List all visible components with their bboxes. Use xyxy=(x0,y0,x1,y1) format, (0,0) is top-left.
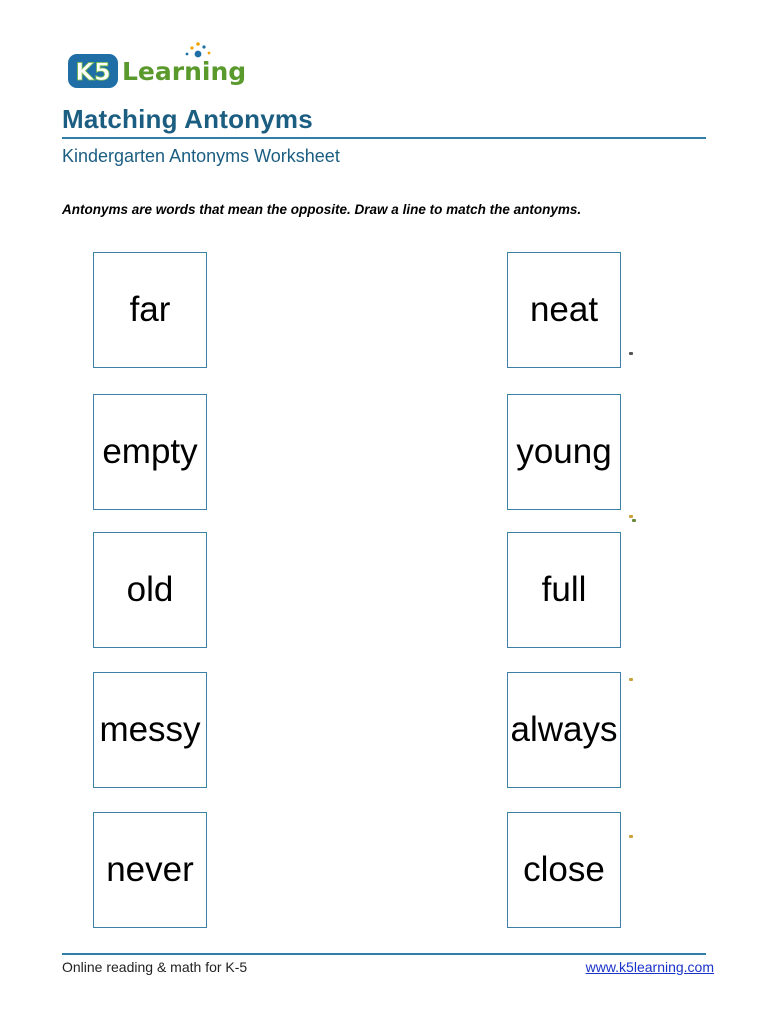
stray-mark xyxy=(629,515,633,518)
stray-mark xyxy=(629,352,633,355)
right-word-card[interactable]: young xyxy=(507,394,621,510)
instructions-text: Antonyms are words that mean the opposite. Draw a line to match the antonyms. xyxy=(62,202,582,217)
page-subtitle: Kindergarten Antonyms Worksheet xyxy=(62,146,340,166)
title-divider xyxy=(62,137,706,139)
page-title: Matching Antonyms xyxy=(62,104,313,134)
right-word-card[interactable]: close xyxy=(507,812,621,928)
footer-website-link[interactable]: www.k5learning.com xyxy=(585,959,714,975)
footer-divider xyxy=(62,953,706,955)
left-word-card[interactable]: never xyxy=(93,812,207,928)
logo-k5-text: K5 xyxy=(75,58,111,86)
right-word-card[interactable]: neat xyxy=(507,252,621,368)
left-word-card[interactable]: far xyxy=(93,252,207,368)
footer-tagline: Online reading & math for K-5 xyxy=(62,959,248,975)
right-word-card[interactable]: full xyxy=(507,532,621,648)
left-word-card[interactable]: old xyxy=(93,532,207,648)
left-word-card[interactable]: empty xyxy=(93,394,207,510)
logo-sparkle-icon xyxy=(186,42,211,57)
left-word-card[interactable]: messy xyxy=(93,672,207,788)
k5-learning-logo xyxy=(66,40,248,92)
right-word-card[interactable]: always xyxy=(507,672,621,788)
logo-word-text: Learning xyxy=(122,57,247,86)
stray-mark xyxy=(629,678,633,681)
stray-mark xyxy=(629,835,633,838)
stray-mark xyxy=(632,519,636,522)
